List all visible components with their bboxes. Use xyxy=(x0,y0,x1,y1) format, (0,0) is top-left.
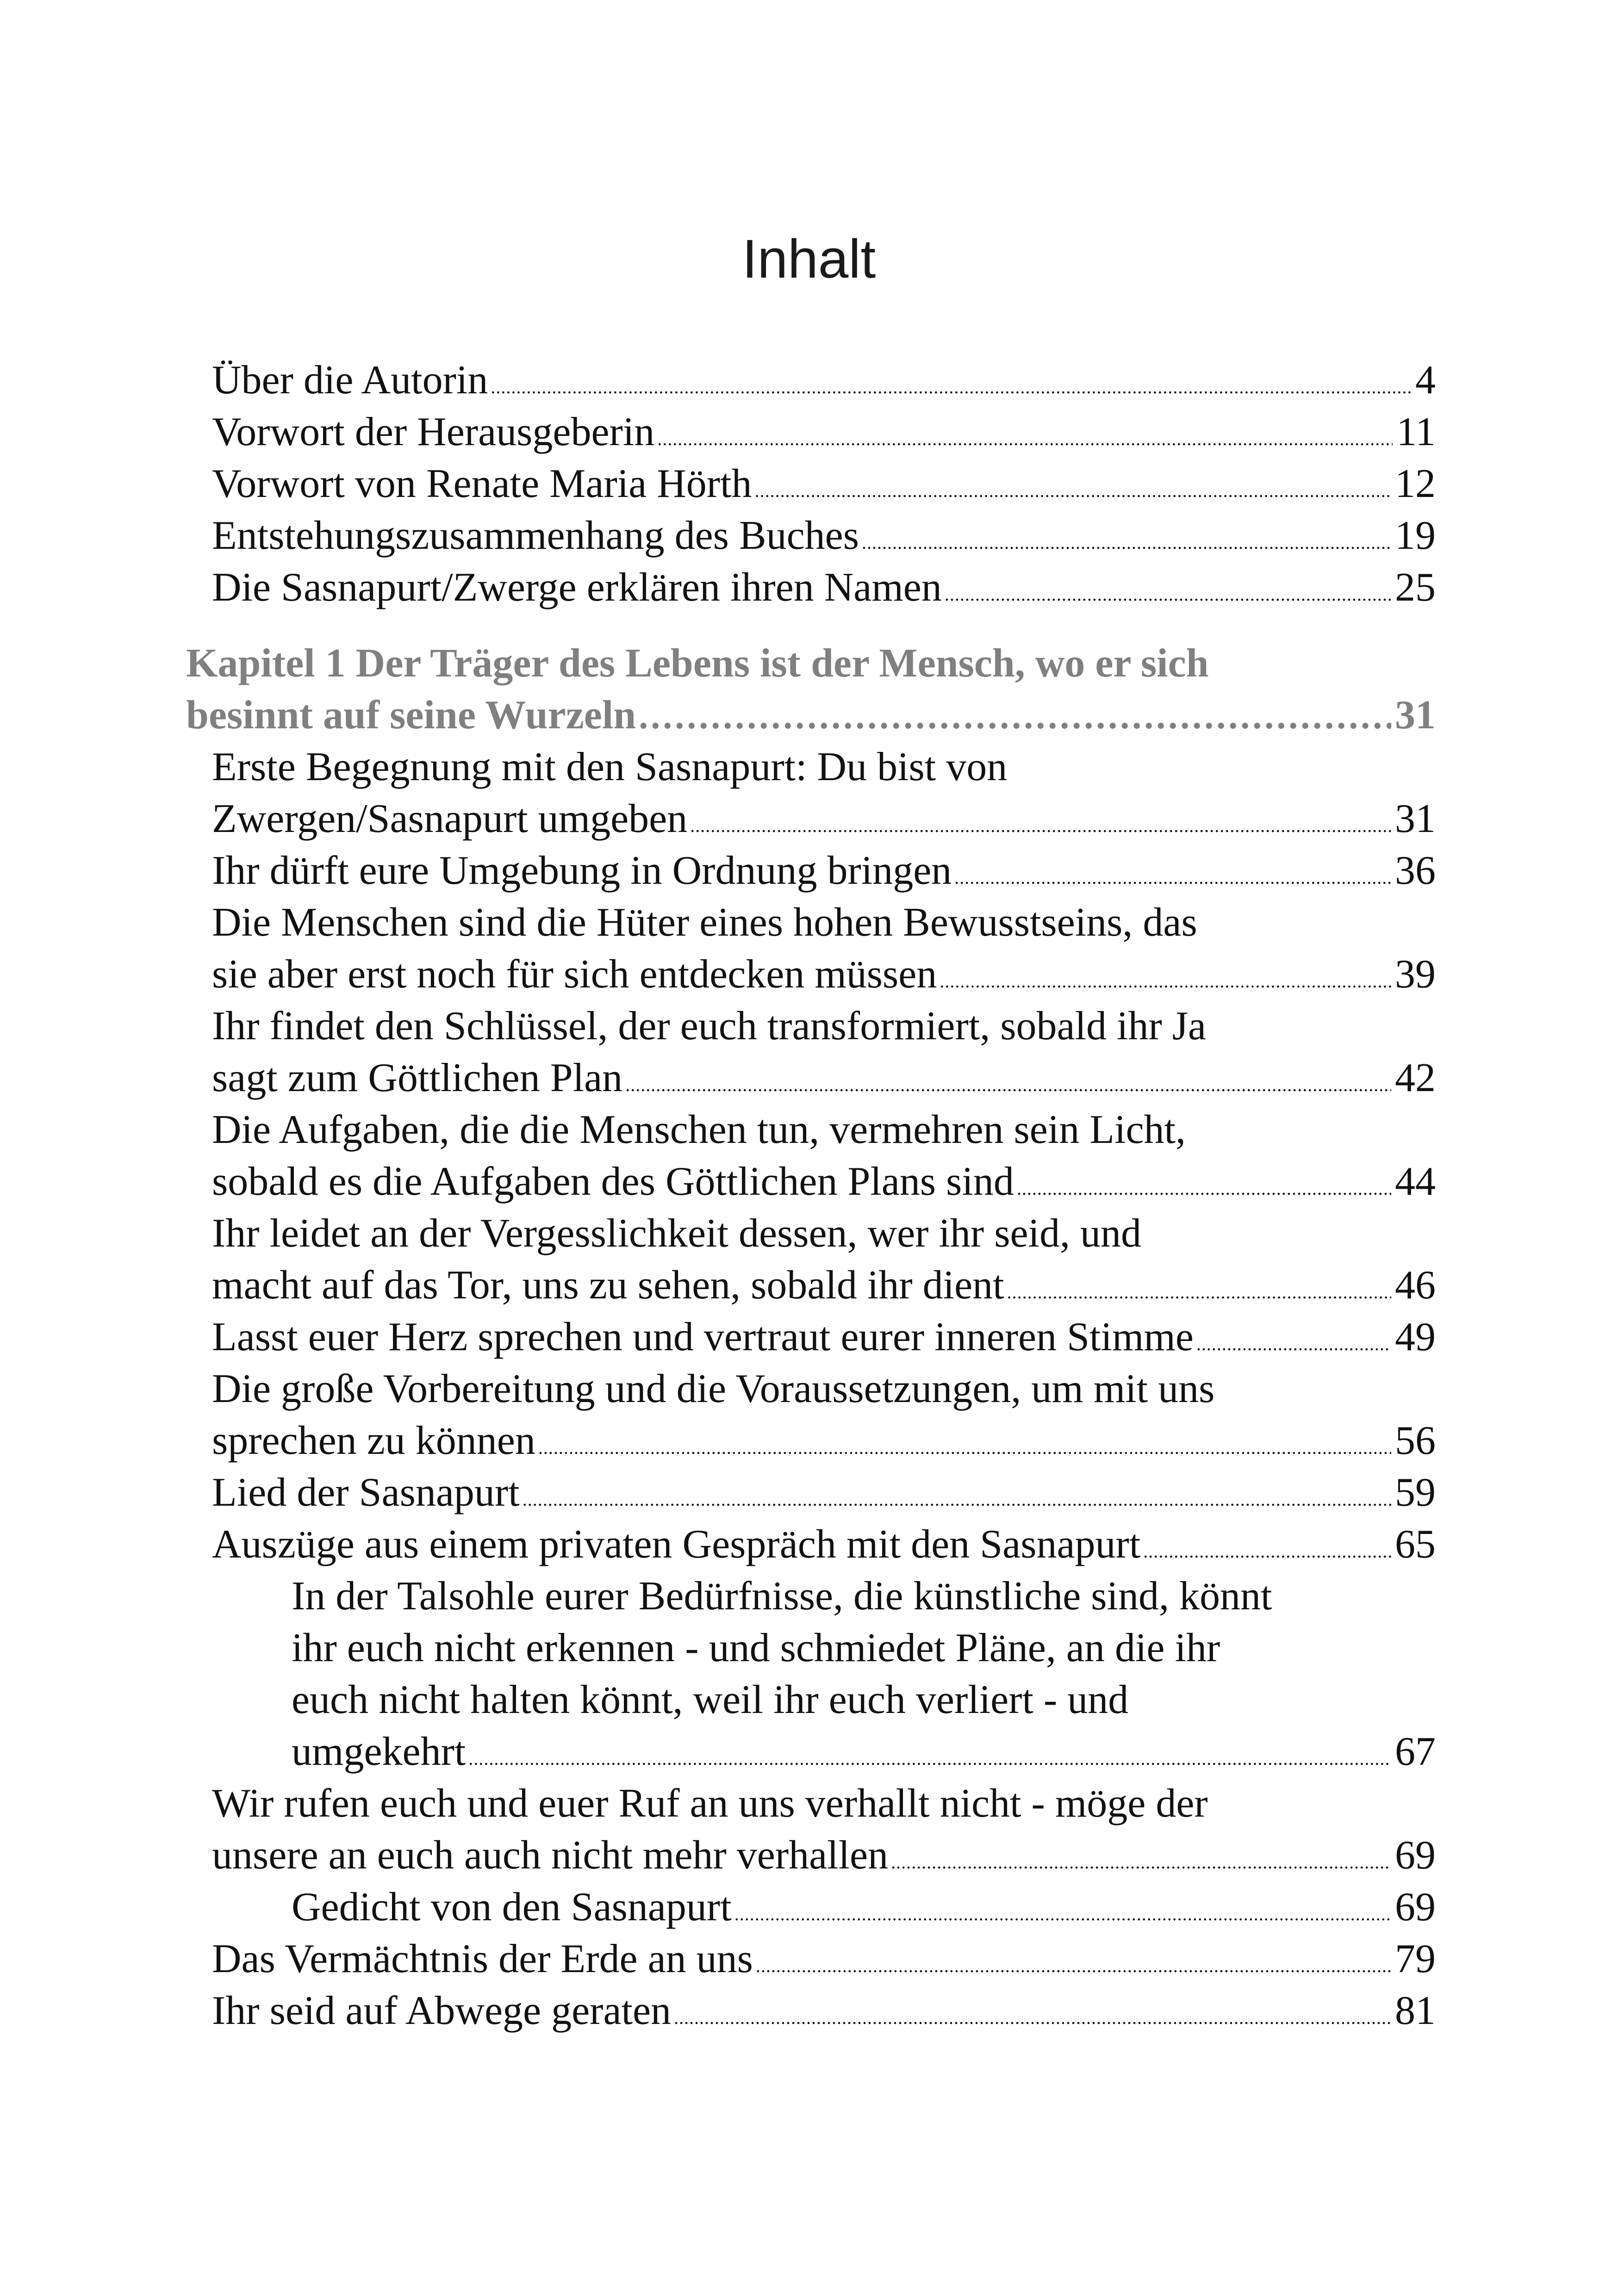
toc-entry-title-line: Erste Begegnung mit den Sasnapurt: Du bist von xyxy=(212,745,1008,789)
toc-page-number: 56 xyxy=(1395,1418,1436,1463)
dot-leader xyxy=(639,690,1391,742)
dot-leader xyxy=(657,413,1393,465)
toc-entry-title: Vorwort der Herausgeberin xyxy=(212,410,655,454)
dot-leader xyxy=(734,1888,1391,1940)
toc-entry-auszuege[interactable] xyxy=(212,1519,1436,1577)
toc-entry-sasnapurt-namen[interactable] xyxy=(212,562,1436,621)
dot-leader xyxy=(1007,1266,1391,1318)
toc-page-number: 69 xyxy=(1395,1885,1436,1930)
toc-entry-vorwort-hoerth[interactable] xyxy=(212,458,1436,517)
page-title: Inhalt xyxy=(742,229,876,290)
dot-leader xyxy=(674,1992,1391,2044)
toc-page-number: 81 xyxy=(1395,1988,1436,2033)
toc-entry-title-line: Die große Vorbereitung und die Voraussetzungen, um mit uns xyxy=(212,1366,1215,1411)
toc-entry-talsohle[interactable] xyxy=(292,1570,1436,1785)
toc-page-number: 59 xyxy=(1395,1470,1436,1515)
toc-entry-title-line: Ihr leidet an der Vergesslichkeit dessen, wer ihr seid, und xyxy=(212,1211,1141,1256)
toc-entry-erste-begegnung[interactable] xyxy=(212,741,1436,852)
toc-entry-title: Auszüge aus einem privaten Gespräch mit den Sasnapurt xyxy=(212,1522,1141,1567)
toc-page-number: 31 xyxy=(1395,693,1436,738)
toc-entry-vorwort-herausgeberin[interactable] xyxy=(212,406,1436,465)
toc-entry-ueber-die-autorin[interactable] xyxy=(212,354,1436,413)
toc-entry-lied[interactable] xyxy=(212,1467,1436,1526)
toc-entry-herz-sprechen[interactable] xyxy=(212,1311,1436,1370)
toc-page-number: 44 xyxy=(1395,1159,1436,1204)
toc-entry-title-line: Zwergen/Sasnapurt umgeben xyxy=(212,796,688,841)
toc-entry-title-line: Die Aufgaben, die die Menschen tun, vermehren sein Licht, xyxy=(212,1107,1186,1152)
toc-page-number: 79 xyxy=(1395,1936,1436,1981)
toc-page-number: 12 xyxy=(1395,461,1436,506)
toc-entry-title: Die Sasnapurt/Zwerge erklären ihren Namen xyxy=(212,565,942,610)
toc-entry-title-line: sprechen zu können xyxy=(212,1418,535,1463)
toc-entry-title-line: umgekehrt xyxy=(292,1729,466,1774)
toc-page-number: 46 xyxy=(1395,1263,1436,1308)
toc-page-number: 11 xyxy=(1396,410,1436,454)
dot-leader xyxy=(954,852,1391,904)
dot-leader xyxy=(940,956,1391,1007)
dot-leader xyxy=(625,1059,1391,1111)
dot-leader xyxy=(468,1733,1391,1785)
toc-page-number: 19 xyxy=(1395,513,1436,558)
toc-entry-title-line: Die Menschen sind die Hüter eines hohen Bewusstseins, das xyxy=(212,900,1197,945)
toc-chapter-1[interactable] xyxy=(186,638,1436,742)
toc-entry-aufgaben[interactable] xyxy=(212,1104,1436,1215)
toc-entry-title: Vorwort von Renate Maria Hörth xyxy=(212,461,752,506)
toc-entry-title-line: In der Talsohle eurer Bedürfnisse, die künstliche sind, könnt xyxy=(292,1574,1272,1619)
toc-entry-title-line: macht auf das Tor, uns zu sehen, sobald ihr dient xyxy=(212,1263,1004,1308)
toc-entry-gedicht[interactable] xyxy=(292,1881,1436,1940)
toc-entry-title-line: unsere an euch auch nicht mehr verhallen xyxy=(212,1833,889,1878)
toc-entry-schluessel[interactable] xyxy=(212,1000,1436,1111)
dot-leader xyxy=(690,800,1391,852)
toc-entry-vergesslichkeit[interactable] xyxy=(212,1208,1436,1318)
toc-page-number: 4 xyxy=(1415,358,1436,403)
toc-page-number: 42 xyxy=(1395,1055,1436,1100)
toc-entry-title-line: sobald es die Aufgaben des Göttlichen Plans sind xyxy=(212,1159,1014,1204)
toc-entry-title: Lasst euer Herz sprechen und vertraut eurer inneren Stimme xyxy=(212,1315,1194,1359)
dot-leader xyxy=(1017,1163,1391,1215)
toc-entry-vorbereitung[interactable] xyxy=(212,1363,1436,1474)
toc-entry-title-line: ihr euch nicht erkennen - und schmiedet Pläne, an die ihr xyxy=(292,1626,1220,1670)
toc-entry-title-line: Kapitel 1 Der Träger des Lebens ist der Mensch, wo er sich xyxy=(186,641,1209,686)
toc-page-number: 69 xyxy=(1395,1833,1436,1878)
toc-entry-title: Gedicht von den Sasnapurt xyxy=(292,1885,732,1930)
dot-leader xyxy=(755,465,1391,517)
dot-leader xyxy=(891,1837,1391,1888)
dot-leader xyxy=(862,517,1391,569)
toc-entry-abwege[interactable] xyxy=(212,1985,1436,2044)
toc-entry-hueter[interactable] xyxy=(212,897,1436,1007)
toc-page-number: 31 xyxy=(1395,796,1436,841)
toc-entry-title-line: euch nicht halten könnt, weil ihr euch verliert - und xyxy=(292,1677,1129,1722)
toc-entry-title-line: besinnt auf seine Wurzeln xyxy=(186,693,636,738)
toc-page-number: 25 xyxy=(1395,565,1436,610)
toc-page-number: 67 xyxy=(1395,1729,1436,1774)
toc-entry-vermaechtnis[interactable] xyxy=(212,1933,1436,1992)
toc-entry-entstehungszusammenhang[interactable] xyxy=(212,510,1436,569)
toc-entry-title: Lied der Sasnapurt xyxy=(212,1470,520,1515)
toc-entry-title-line: sie aber erst noch für sich entdecken müssen xyxy=(212,952,937,997)
toc-page-number: 36 xyxy=(1395,848,1436,893)
toc-entry-title-line: Ihr findet den Schlüssel, der euch transformiert, sobald ihr Ja xyxy=(212,1004,1207,1049)
toc-entry-wir-rufen[interactable] xyxy=(212,1778,1436,1888)
toc-entry-title-line: Wir rufen euch und euer Ruf an uns verhallt nicht - möge der xyxy=(212,1781,1208,1826)
dot-leader xyxy=(1143,1526,1391,1577)
toc-entry-title: Über die Autorin xyxy=(212,358,488,403)
toc-entry-title-line: sagt zum Göttlichen Plan xyxy=(212,1055,623,1100)
dot-leader xyxy=(945,569,1391,621)
dot-leader xyxy=(756,1940,1391,1992)
toc-entry-title: Ihr dürft eure Umgebung in Ordnung bringen xyxy=(212,848,952,893)
toc-entry-umgebung[interactable] xyxy=(212,845,1436,904)
toc-entry-title: Entstehungszusammenhang des Buches xyxy=(212,513,859,558)
toc-page-number: 65 xyxy=(1395,1522,1436,1567)
dot-leader xyxy=(538,1422,1391,1474)
dot-leader xyxy=(491,361,1412,413)
toc-page-number: 49 xyxy=(1395,1315,1436,1359)
toc-entry-title: Das Vermächtnis der Erde an uns xyxy=(212,1936,753,1981)
dot-leader xyxy=(1196,1318,1391,1370)
toc-page-number: 39 xyxy=(1395,952,1436,997)
toc-entry-title: Ihr seid auf Abwege geraten xyxy=(212,1988,672,2033)
dot-leader xyxy=(523,1474,1391,1526)
